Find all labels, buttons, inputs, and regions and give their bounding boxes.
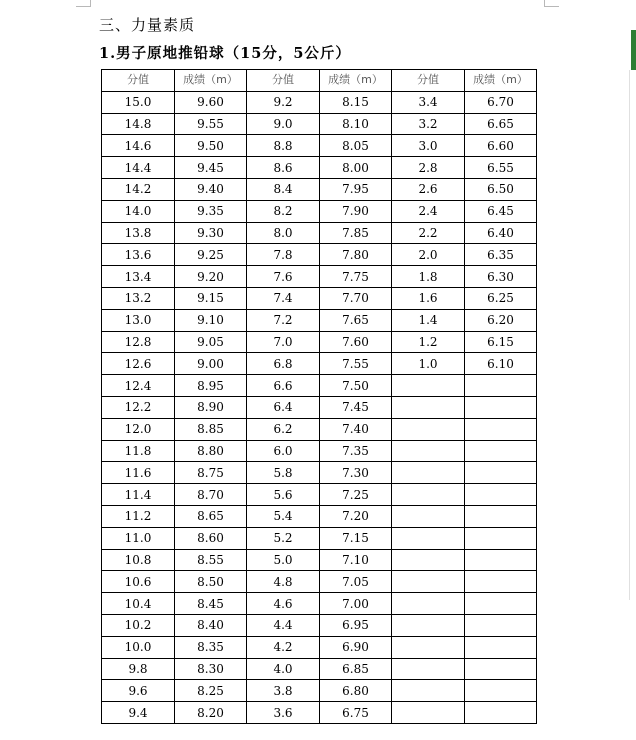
cell-result: 8.40 xyxy=(175,614,247,636)
cell-result: 6.65 xyxy=(465,113,537,135)
cell-result: 7.15 xyxy=(320,527,392,549)
cell-score: 12.6 xyxy=(102,353,175,375)
cell-result: 8.30 xyxy=(175,658,247,680)
table-row xyxy=(102,353,537,375)
cell-result: 6.85 xyxy=(320,658,392,680)
cell-score: 14.4 xyxy=(102,157,175,179)
cell-score: 6.8 xyxy=(247,353,320,375)
cell-result xyxy=(465,593,537,615)
cell-result: 7.50 xyxy=(320,375,392,397)
cell-score: 10.4 xyxy=(102,593,175,615)
table-row xyxy=(102,702,537,724)
cell-result: 8.15 xyxy=(320,91,392,113)
cell-score: 6.0 xyxy=(247,440,320,462)
cell-score: 10.0 xyxy=(102,636,175,658)
cell-score: 9.4 xyxy=(102,702,175,724)
cell-score: 6.2 xyxy=(247,418,320,440)
cell-result xyxy=(465,418,537,440)
cell-result: 8.90 xyxy=(175,396,247,418)
table-row xyxy=(102,91,537,113)
cell-score: 13.4 xyxy=(102,266,175,288)
cell-result: 6.75 xyxy=(320,702,392,724)
cell-score: 4.4 xyxy=(247,614,320,636)
table-row xyxy=(102,636,537,658)
cell-score: 9.2 xyxy=(247,91,320,113)
cell-score: 14.2 xyxy=(102,178,175,200)
cell-score xyxy=(392,440,465,462)
cell-score: 2.6 xyxy=(392,178,465,200)
cell-score: 6.4 xyxy=(247,396,320,418)
cell-score: 2.2 xyxy=(392,222,465,244)
table-row xyxy=(102,309,537,331)
cell-score: 3.8 xyxy=(247,680,320,702)
cell-result: 8.00 xyxy=(320,157,392,179)
table-row xyxy=(102,658,537,680)
table-row xyxy=(102,484,537,506)
cell-score: 14.0 xyxy=(102,200,175,222)
cell-result: 8.50 xyxy=(175,571,247,593)
header-score: 分值 xyxy=(247,70,320,92)
table-body xyxy=(102,91,537,723)
cell-result: 6.55 xyxy=(465,157,537,179)
cell-result: 7.90 xyxy=(320,200,392,222)
cell-result: 7.75 xyxy=(320,266,392,288)
cell-score: 2.4 xyxy=(392,200,465,222)
cell-result: 8.65 xyxy=(175,505,247,527)
table-row xyxy=(102,418,537,440)
cell-score xyxy=(392,418,465,440)
cell-result xyxy=(465,571,537,593)
cell-result: 9.50 xyxy=(175,135,247,157)
cell-score: 5.2 xyxy=(247,527,320,549)
cell-score: 5.4 xyxy=(247,505,320,527)
cell-result: 9.30 xyxy=(175,222,247,244)
cell-result xyxy=(465,440,537,462)
table-row xyxy=(102,505,537,527)
cell-result: 7.60 xyxy=(320,331,392,353)
cell-result: 8.70 xyxy=(175,484,247,506)
cell-result: 9.00 xyxy=(175,353,247,375)
table-row xyxy=(102,244,537,266)
cell-result xyxy=(465,549,537,571)
table-row xyxy=(102,571,537,593)
cell-score xyxy=(392,375,465,397)
cell-result: 6.45 xyxy=(465,200,537,222)
cell-result: 6.40 xyxy=(465,222,537,244)
cell-score: 8.4 xyxy=(247,178,320,200)
cell-score: 11.4 xyxy=(102,484,175,506)
cell-result: 6.10 xyxy=(465,353,537,375)
cell-result: 7.05 xyxy=(320,571,392,593)
cell-result: 6.95 xyxy=(320,614,392,636)
table-row xyxy=(102,135,537,157)
cell-result: 9.60 xyxy=(175,91,247,113)
cell-score xyxy=(392,593,465,615)
cell-score: 8.8 xyxy=(247,135,320,157)
cell-result xyxy=(465,680,537,702)
cell-score: 9.0 xyxy=(247,113,320,135)
cell-result: 8.20 xyxy=(175,702,247,724)
cell-score xyxy=(392,571,465,593)
cell-result: 8.75 xyxy=(175,462,247,484)
cell-result xyxy=(465,505,537,527)
cell-result: 7.95 xyxy=(320,178,392,200)
cell-score: 14.8 xyxy=(102,113,175,135)
table-row xyxy=(102,113,537,135)
table-header-row xyxy=(102,70,537,92)
cell-score: 10.2 xyxy=(102,614,175,636)
cell-result: 7.80 xyxy=(320,244,392,266)
cell-score: 1.6 xyxy=(392,287,465,309)
cell-result: 9.25 xyxy=(175,244,247,266)
cell-result: 6.35 xyxy=(465,244,537,266)
cell-result: 8.05 xyxy=(320,135,392,157)
cell-result: 9.40 xyxy=(175,178,247,200)
cell-score: 4.6 xyxy=(247,593,320,615)
cell-score: 11.0 xyxy=(102,527,175,549)
cell-score: 2.8 xyxy=(392,157,465,179)
cell-score: 5.6 xyxy=(247,484,320,506)
cell-result: 7.00 xyxy=(320,593,392,615)
cell-result: 6.90 xyxy=(320,636,392,658)
cell-result: 9.20 xyxy=(175,266,247,288)
page-edge-divider xyxy=(629,70,630,600)
margin-corner-mark-left xyxy=(76,0,91,7)
cell-result: 6.25 xyxy=(465,287,537,309)
cell-score: 13.2 xyxy=(102,287,175,309)
cell-score: 8.2 xyxy=(247,200,320,222)
header-result: 成绩（m） xyxy=(175,70,247,92)
cell-result: 7.55 xyxy=(320,353,392,375)
cell-result: 7.30 xyxy=(320,462,392,484)
cell-score: 11.6 xyxy=(102,462,175,484)
cell-result: 8.85 xyxy=(175,418,247,440)
sub-heading: 1.男子原地推铅球（15分，5公斤） xyxy=(99,45,351,62)
cell-result: 6.50 xyxy=(465,178,537,200)
cell-score: 7.6 xyxy=(247,266,320,288)
cell-result xyxy=(465,462,537,484)
cell-score: 15.0 xyxy=(102,91,175,113)
cell-score: 13.6 xyxy=(102,244,175,266)
cell-result: 8.10 xyxy=(320,113,392,135)
cell-result: 8.35 xyxy=(175,636,247,658)
cell-score xyxy=(392,549,465,571)
margin-corner-mark-right xyxy=(544,0,559,7)
cell-score xyxy=(392,658,465,680)
cell-result: 6.60 xyxy=(465,135,537,157)
cell-score: 12.0 xyxy=(102,418,175,440)
table-row xyxy=(102,440,537,462)
cell-score: 7.0 xyxy=(247,331,320,353)
cell-score: 13.8 xyxy=(102,222,175,244)
header-score: 分值 xyxy=(102,70,175,92)
cell-result xyxy=(465,527,537,549)
cell-score: 4.0 xyxy=(247,658,320,680)
cell-result xyxy=(465,614,537,636)
cell-score: 3.2 xyxy=(392,113,465,135)
cell-result: 7.65 xyxy=(320,309,392,331)
cell-score xyxy=(392,396,465,418)
table-row xyxy=(102,200,537,222)
cell-score: 9.8 xyxy=(102,658,175,680)
score-table xyxy=(101,69,537,724)
cell-score xyxy=(392,527,465,549)
cell-result: 7.45 xyxy=(320,396,392,418)
cell-score xyxy=(392,505,465,527)
cell-result: 9.05 xyxy=(175,331,247,353)
cell-score: 13.0 xyxy=(102,309,175,331)
cell-score: 12.2 xyxy=(102,396,175,418)
cell-score: 1.0 xyxy=(392,353,465,375)
cell-result: 8.95 xyxy=(175,375,247,397)
cell-score xyxy=(392,484,465,506)
cell-score: 8.6 xyxy=(247,157,320,179)
table-row xyxy=(102,614,537,636)
cell-result: 7.35 xyxy=(320,440,392,462)
cell-result: 8.80 xyxy=(175,440,247,462)
cell-result xyxy=(465,396,537,418)
cell-result: 9.55 xyxy=(175,113,247,135)
table-row xyxy=(102,287,537,309)
cell-score: 1.2 xyxy=(392,331,465,353)
cell-result: 6.30 xyxy=(465,266,537,288)
cell-result: 7.70 xyxy=(320,287,392,309)
cell-result: 9.45 xyxy=(175,157,247,179)
cell-score: 11.2 xyxy=(102,505,175,527)
cell-result: 7.10 xyxy=(320,549,392,571)
cell-score xyxy=(392,702,465,724)
cell-score: 11.8 xyxy=(102,440,175,462)
cell-score: 3.0 xyxy=(392,135,465,157)
cell-result: 6.20 xyxy=(465,309,537,331)
table-row xyxy=(102,549,537,571)
table-row xyxy=(102,222,537,244)
cell-score: 7.2 xyxy=(247,309,320,331)
cell-result: 6.80 xyxy=(320,680,392,702)
cell-score: 4.2 xyxy=(247,636,320,658)
cell-result xyxy=(465,375,537,397)
cell-result: 9.10 xyxy=(175,309,247,331)
cell-score: 14.6 xyxy=(102,135,175,157)
header-result: 成绩（m） xyxy=(465,70,537,92)
table-row xyxy=(102,178,537,200)
cell-result: 8.60 xyxy=(175,527,247,549)
cell-score xyxy=(392,680,465,702)
table-row xyxy=(102,593,537,615)
cell-result xyxy=(465,658,537,680)
cell-score: 12.8 xyxy=(102,331,175,353)
cell-result: 8.55 xyxy=(175,549,247,571)
cell-result xyxy=(465,702,537,724)
table-row xyxy=(102,157,537,179)
header-score: 分值 xyxy=(392,70,465,92)
cell-score xyxy=(392,614,465,636)
cell-score xyxy=(392,462,465,484)
table-row xyxy=(102,680,537,702)
cell-result: 7.40 xyxy=(320,418,392,440)
table-row xyxy=(102,462,537,484)
cell-score: 12.4 xyxy=(102,375,175,397)
cell-score: 10.8 xyxy=(102,549,175,571)
cell-result: 8.25 xyxy=(175,680,247,702)
cell-score: 4.8 xyxy=(247,571,320,593)
cell-score: 7.4 xyxy=(247,287,320,309)
cell-score: 9.6 xyxy=(102,680,175,702)
section-heading: 三、力量素质 xyxy=(99,16,196,34)
scrollbar-thumb[interactable] xyxy=(631,30,636,70)
cell-result: 7.25 xyxy=(320,484,392,506)
cell-score: 1.4 xyxy=(392,309,465,331)
cell-score: 2.0 xyxy=(392,244,465,266)
cell-result: 9.35 xyxy=(175,200,247,222)
cell-result: 7.85 xyxy=(320,222,392,244)
cell-result: 6.15 xyxy=(465,331,537,353)
table-row xyxy=(102,527,537,549)
cell-score: 10.6 xyxy=(102,571,175,593)
cell-result: 8.45 xyxy=(175,593,247,615)
cell-score: 7.8 xyxy=(247,244,320,266)
cell-score: 3.6 xyxy=(247,702,320,724)
cell-score: 8.0 xyxy=(247,222,320,244)
cell-score: 5.0 xyxy=(247,549,320,571)
cell-score: 5.8 xyxy=(247,462,320,484)
table-row xyxy=(102,375,537,397)
cell-score xyxy=(392,636,465,658)
header-result: 成绩（m） xyxy=(320,70,392,92)
cell-result xyxy=(465,636,537,658)
cell-score: 6.6 xyxy=(247,375,320,397)
table-row xyxy=(102,396,537,418)
cell-score: 3.4 xyxy=(392,91,465,113)
cell-result: 9.15 xyxy=(175,287,247,309)
cell-result: 7.20 xyxy=(320,505,392,527)
table-row xyxy=(102,266,537,288)
cell-result: 6.70 xyxy=(465,91,537,113)
cell-score: 1.8 xyxy=(392,266,465,288)
table-row xyxy=(102,331,537,353)
cell-result xyxy=(465,484,537,506)
